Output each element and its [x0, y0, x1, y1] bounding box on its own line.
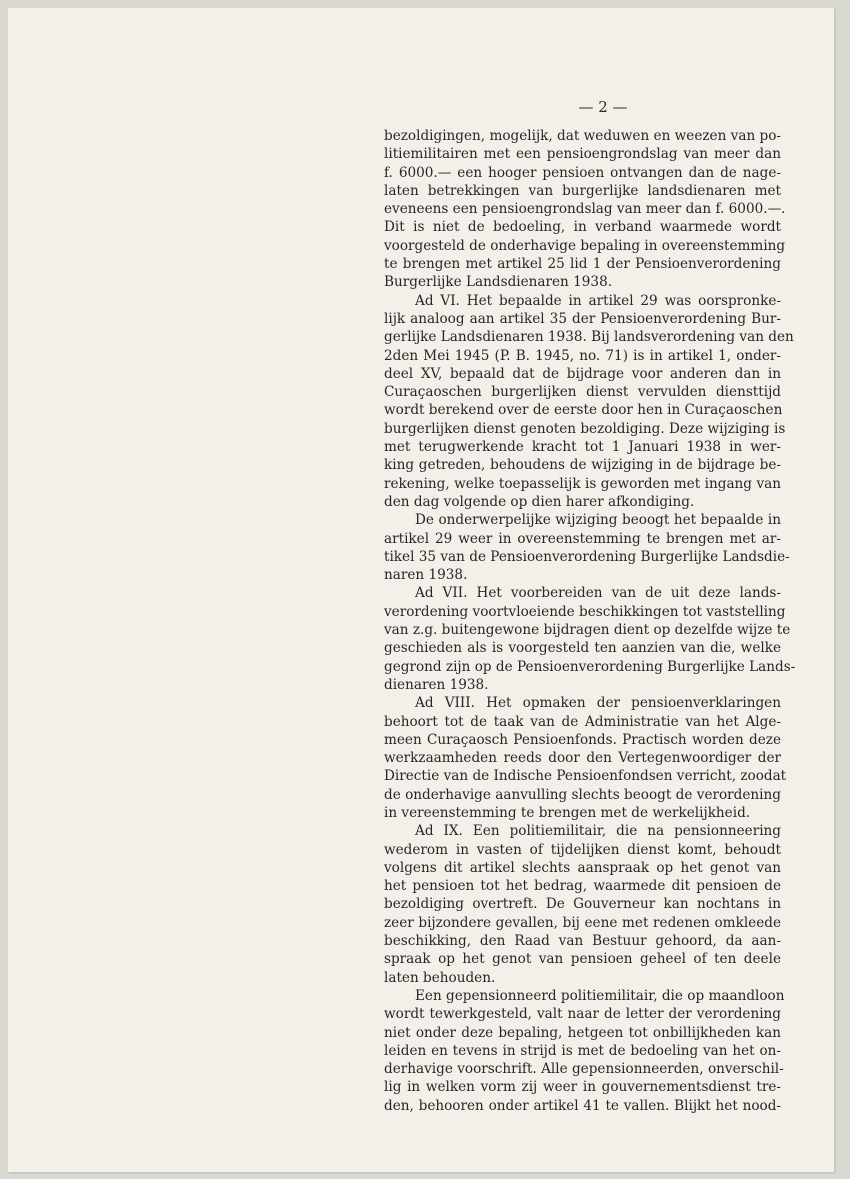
text-line: voorgesteld de onderhavige bepaling in overeenstemming [384, 237, 786, 254]
text-line: verordening voortvloeiende beschikkingen tot vaststelling [384, 603, 786, 620]
text-line: het pensioen tot het bedrag, waarmede dit pensioen de [384, 878, 781, 895]
text-line: deel XV, bepaald dat de bijdrage voor anderen dan in [384, 365, 781, 382]
text-line: met terugwerkende kracht tot 1 Januari 1938 in wer- [384, 439, 781, 456]
text-line: Ad VII. Het voorbereiden van de uit deze lands- [415, 585, 781, 602]
text-line: lig in welken vorm zij weer in gouvernementsdienst tre- [384, 1079, 781, 1096]
text-line: volgens dit artikel slechts aanspraak op het genot van [384, 859, 781, 876]
text-line: in vereenstemming te brengen met de werkelijkheid. [384, 804, 751, 821]
text-line: wederom in vasten of tijdelijken dienst komt, behoudt [384, 841, 781, 858]
text-line: eveneens een pensioengrondslag van meer dan f. 6000.—. [384, 201, 786, 218]
text-line: naren 1938. [384, 567, 468, 584]
text-line: king getreden, behoudens de wijziging in de bijdrage be- [384, 457, 781, 474]
text-line: van z.g. buitengewone bijdragen dient op dezelfde wijze te [384, 622, 791, 639]
text-line: leiden en tevens in strijd is met de bedoeling van het on- [384, 1042, 781, 1059]
body-text [384, 127, 796, 1115]
text-line: beschikking, den Raad van Bestuur gehoord, da aan- [384, 933, 781, 950]
text-line: wordt tewerkgesteld, valt naar de letter der verordening [384, 1006, 781, 1023]
text-line: gerlijke Landsdienaren 1938. Bij landsverordening van den [384, 329, 794, 346]
text-line: artikel 29 weer in overeenstemming te brengen met ar- [384, 530, 781, 547]
text-line: laten behouden. [384, 969, 496, 986]
text-line: dienaren 1938. [384, 676, 489, 693]
text-line: Ad VI. Het bepaalde in artikel 29 was oorspronke- [415, 292, 781, 309]
text-line: den, behooren onder artikel 41 te vallen. Blijkt het nood- [384, 1097, 781, 1114]
text-line: gegrond zijn op de Pensioenverordening Burgerlijke Lands- [384, 658, 796, 675]
text-line: de onderhavige aanvulling slechts beoogt de verordening [384, 786, 781, 803]
text-line: tikel 35 van de Pensioenverordening Burgerlijke Landsdie- [384, 548, 790, 565]
text-line: Ad IX. Een politiemilitair, die na pensionneering [415, 823, 781, 840]
text-line: Een gepensionneerd politiemilitair, die op maandloon [415, 987, 785, 1004]
text-line: De onderwerpelijke wijziging beoogt het bepaalde in [415, 512, 781, 529]
text-line: Curaçaoschen burgerlijken dienst vervulden diensttijd [384, 384, 781, 401]
text-line: geschieden als is voorgesteld ten aanzien van die, welke [384, 640, 781, 657]
text-line: niet onder deze bepaling, hetgeen tot onbillijkheden kan [384, 1024, 781, 1041]
text-line: te brengen met artikel 25 lid 1 der Pensioenverordening [384, 256, 781, 273]
text-line: den dag volgende op dien harer afkondiging. [384, 493, 695, 510]
text-line: derhavige voorschrift. Alle gepensionneerden, onverschil- [384, 1061, 784, 1078]
text-line: Directie van de Indische Pensioenfondsen verricht, zoodat [384, 768, 787, 785]
text-line: litiemilitairen met een pensioengrondslag van meer dan [384, 146, 781, 163]
text-line: burgerlijken dienst genoten bezoldiging. Deze wijziging is [384, 420, 786, 437]
text-line: f. 6000.— een hooger pensioen ontvangen dan de nage- [384, 164, 781, 181]
text-line: spraak op het genot van pensioen geheel of ten deele [384, 951, 781, 968]
text-line: bezoldiging overtreft. De Gouverneur kan nochtans in [384, 896, 781, 913]
text-line: zeer bijzondere gevallen, bij eene met redenen omkleede [384, 914, 781, 931]
text-line: rekening, welke toepasselijk is geworden met ingang van [384, 475, 781, 492]
text-line: behoort tot de taak van de Administratie van het Alge- [384, 713, 781, 730]
text-line: werkzaamheden reeds door den Vertegenwoordiger der [384, 750, 781, 767]
text-line: Burgerlijke Landsdienaren 1938. [384, 274, 613, 291]
text-line: Dit is niet de bedoeling, in verband waarmede wordt [384, 219, 781, 236]
text-line: lijk analoog aan artikel 35 der Pensioenverordening Bur- [384, 310, 781, 327]
text-line: bezoldigingen, mogelijk, dat weduwen en weezen van po- [384, 128, 781, 144]
page-number: — 2 — [578, 98, 628, 116]
text-line: meen Curaçaosch Pensioenfonds. Practisch worden deze [384, 731, 781, 748]
text-line: Ad VIII. Het opmaken der pensioenverklaringen [415, 695, 781, 712]
text-line: wordt berekend over de eerste door hen in Curaçaoschen [384, 402, 783, 419]
text-line: 2den Mei 1945 (P. B. 1945, no. 71) is in artikel 1, onder- [384, 347, 781, 364]
text-line: laten betrekkingen van burgerlijke landsdienaren met [384, 182, 781, 199]
